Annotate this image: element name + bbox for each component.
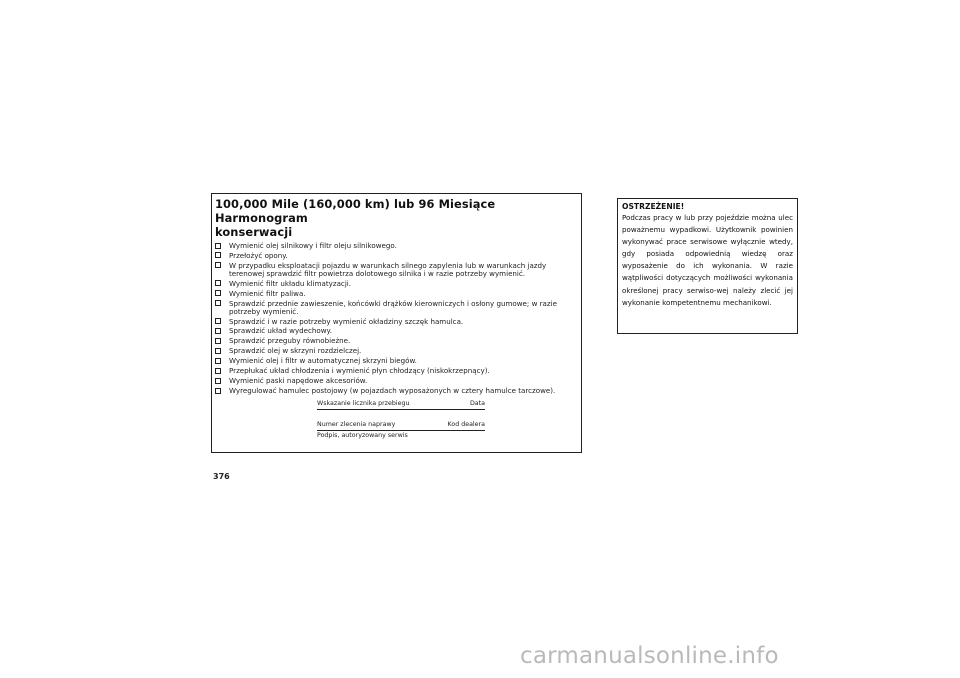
signature-row (317, 430, 485, 441)
warning-title: OSTRZEŻENIE! (622, 202, 685, 211)
dealer-code-label: Kod dealera (447, 421, 485, 428)
checklist-item-text: Wymienić filtr układu klimatyzacji. (229, 278, 352, 288)
checklist-item-text: Przełożyć opony. (229, 250, 288, 260)
checklist-item-text: Przepłukać układ chłodzenia i wymienić płyn chłodzący (niskokrzepnący). (229, 366, 490, 376)
checklist-item (215, 337, 578, 345)
checklist-item-text: Sprawdzić olej w skrzyni rozdzielczej. (229, 346, 362, 356)
signature-area (317, 400, 485, 452)
checklist-item (215, 367, 578, 375)
warning-box (617, 198, 798, 334)
checkbox-icon (215, 262, 221, 268)
checklist-item-text: Sprawdzić i w razie potrzeby wymienić okładziny szczęk hamulca. (229, 316, 464, 326)
checkbox-icon (215, 388, 221, 394)
checkbox-icon (215, 290, 221, 296)
checklist-item (215, 242, 578, 250)
odometer-label: Wskazanie licznika przebiegu (317, 400, 410, 407)
checklist-item-text: Wymienić olej i filtr w automatycznej skrzyni biegów. (229, 356, 417, 366)
checkbox-icon (215, 348, 221, 354)
checklist-item (215, 262, 578, 278)
checkbox-icon (215, 300, 221, 306)
checkbox-icon (215, 243, 221, 249)
checklist-item (215, 387, 578, 395)
checklist-item-text: Wymienić filtr paliwa. (229, 288, 306, 298)
checklist-item-text: Wymienić olej silnikowy i filtr oleju silnikowego. (229, 241, 397, 250)
checklist-item (215, 347, 578, 355)
checkbox-icon (215, 368, 221, 374)
checklist-item-text: Sprawdzić przeguby równobieżne. (229, 336, 351, 346)
date-label: Data (469, 400, 485, 407)
checklist-item-text: Sprawdzić przednie zawieszenie, końcówki drążków kierowniczych i osłony gumowe; w razie potrzeby wymienić. (229, 298, 557, 316)
schedule-title-line1: 100,000 Mile (160,000 km) lub 96 Miesiące Harmonogram (215, 197, 496, 225)
schedule-title-line2: konserwacji (215, 225, 293, 239)
schedule-title (215, 197, 578, 239)
checklist-item-text: W przypadku eksploatacji pojazdu w warunkach silnego zapylenia lub w warunkach jazdy terenowej sprawdzić filtr powietrza dolotowego silnika i w razie potrzeby wymienić. (229, 260, 547, 278)
warning-text: Podczas pracy w lub przy pojeździe można ulec poważnemu wypadkowi. Użytkownik powinien wykonywać prace serwisowe wyłącznie wtedy, gdy posiada odpowiednią wiedzę oraz wyposażenie do ich wykonania. W razie wątpliwości dotyczących możliwości wykonania określonej pracy serwiso-wej należy zlecić jej wykonanie kompetentnemu mechanikowi. (622, 213, 793, 307)
checklist-item (215, 300, 578, 316)
checklist-item (215, 327, 578, 335)
checklist-item (215, 357, 578, 365)
checkbox-icon (215, 328, 221, 334)
checkbox-icon (215, 378, 221, 384)
odometer-date-row (317, 400, 485, 410)
maintenance-checklist (215, 242, 578, 395)
checklist-item-text: Wyregulować hamulec postojowy (w pojazdach wyposażonych w cztery hamulce tarczowe). (229, 386, 556, 396)
signature-label: Podpis, autoryzowany serwis (317, 432, 408, 439)
checklist-item (215, 280, 578, 288)
checkbox-icon (215, 338, 221, 344)
checkbox-icon (215, 252, 221, 258)
checkbox-icon (215, 358, 221, 364)
watermark: carmanualsonline.info (520, 643, 779, 669)
checkbox-icon (215, 280, 221, 286)
page-number: 376 (213, 472, 230, 481)
checklist-item (215, 290, 578, 298)
checklist-item (215, 318, 578, 326)
checklist-item-text: Wymienić paski napędowe akcesoriów. (229, 376, 368, 386)
checkbox-icon (215, 318, 221, 324)
repair-order-label: Numer zlecenia naprawy (317, 421, 396, 428)
checklist-item (215, 252, 578, 260)
checklist-item-text: Sprawdzić układ wydechowy. (229, 326, 332, 336)
maintenance-schedule-box (211, 193, 582, 453)
checklist-item (215, 377, 578, 385)
